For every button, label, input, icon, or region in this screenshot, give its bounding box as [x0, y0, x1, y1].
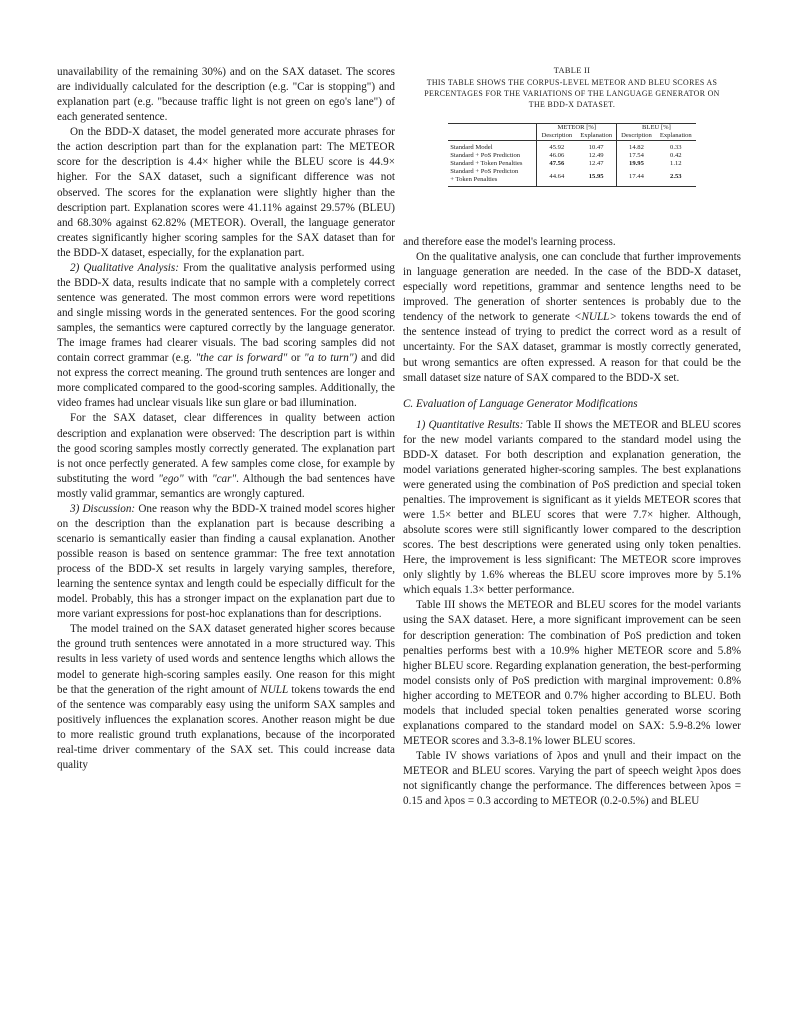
row-label: Standard Model — [448, 141, 537, 153]
cell-best: 19.95 — [629, 160, 644, 168]
cell: 1.12 — [670, 160, 682, 168]
cell: 17.44 — [617, 168, 656, 187]
text-run: with — [183, 472, 212, 485]
header-description: Description — [537, 132, 576, 141]
section-heading: C. Evaluation of Language Generator Modifications — [403, 397, 638, 410]
row-label: Standard + Token Penalties — [448, 160, 537, 168]
row-label-line: Standard + PoS Predicton — [450, 168, 519, 176]
paragraph — [57, 261, 395, 412]
cell-best: 47.56 — [549, 160, 565, 168]
quote: "car" — [211, 472, 237, 485]
paragraph: Table III shows the METEOR and BLEU scores for the model variants using the SAX dataset. Here, a more significant improvement can be seen for description generation: The combination of PoS prediction and token penalties performs best with a 10.9% higher METEOR score and 5.8% higher BLEU score. Regarding explanation generation, the best-performing model consists only of PoS prediction with marginal improvement: 0.8% higher according to METEOR and 0.7% higher according to BLEU. Both models that included special token penalties generated worse scoring explanations compared to the standard model on SAX: 5.9-8.2% lower METEOR scores and 3.3-8.1% lower BLEU scores. — [403, 599, 741, 747]
table-caption: THIS TABLE SHOWS THE CORPUS-LEVEL METEOR AND BLEU SCORES AS PERCENTAGES FOR THE VARIATIONS OF THE LANGUAGE GENERATOR ON THE BDD-X DATASET. — [424, 78, 720, 109]
cell: 14.82 — [629, 144, 644, 152]
cell: 17.54 — [629, 152, 644, 160]
quote: "ego" — [158, 472, 184, 485]
cell: 44.64 — [537, 168, 576, 187]
header-bleu: BLEU [%] — [617, 124, 696, 133]
table-ii — [403, 65, 741, 187]
null-token: <NULL> — [573, 311, 617, 324]
header-explanation: Explanation — [576, 132, 616, 141]
header-description: Description — [617, 132, 656, 141]
cell-best: 2.53 — [656, 168, 696, 187]
cell: 10.47 — [576, 141, 616, 153]
table-row — [448, 160, 695, 168]
text-run: tokens towards the end of the sentence was comparably easy using the uniform SAX samples and positively influences the explanation scores. Another reason might be due to more realistic ground truth explanations, because of the incorporated real-time driver commentary of the SAX set. This could increase data quality — [57, 683, 395, 771]
null-token: NULL — [260, 683, 289, 696]
text-run: The model trained on the SAX dataset generated higher scores because the ground truth sentences were annotated in a more structured way. This results in less variety of used words and sentence lengths which allows the model to generate high-scoring samples easily. One reason for this might be that the generation of the right amount of — [57, 623, 395, 696]
paragraph — [57, 622, 395, 773]
text-run: or — [287, 352, 304, 365]
paragraph: On the BDD-X dataset, the model generated more accurate phrases for the action description part than for the explanation part: The METEOR score for the description is 4.4× higher while the BLEU score is 44.9× higher. For the SAX dataset, such a significant difference was not observed. The scores for the explanation were slightly higher than the description part. Explanation scores were 41.11% against 29.57% (BLEU) and 68.30% against 62.82% (METEOR). Overall, the language generator creates significantly higher scoring samples for the SAX dataset than for the BDD-X dataset, especially, for the explanation part. — [57, 126, 395, 259]
quote: "the car is forward" — [195, 352, 288, 365]
table-row — [448, 168, 695, 187]
paragraph — [403, 418, 741, 599]
right-column — [403, 235, 741, 809]
row-label — [448, 168, 537, 187]
cell: 0.42 — [670, 152, 682, 160]
paragraph — [403, 250, 741, 386]
header-meteor: METEOR [%] — [537, 124, 617, 133]
left-column — [57, 65, 395, 773]
cell-best: 15.95 — [576, 168, 616, 187]
paragraph — [57, 502, 395, 623]
text-run: . Although the bad sentences have mostly valid grammar, semantics are wrongly captured. — [57, 472, 395, 500]
table-title: TABLE II — [553, 66, 591, 75]
text-run: tokens towards the end of the sentence instead of trying to predict the correct word as a result of uncertainty. For the SAX dataset, grammar is mostly correctly generated, but wrong semantics are often expressed. A reason for that could be the small dataset size nature of SAX compared to the BDD-X set. — [403, 311, 741, 384]
paragraph — [57, 411, 395, 501]
text-run: For the SAX dataset, clear differences in quality between action description and explanation were observed: The description part is within the good scoring samples mostly correctly generated. The explanation part is not once perfectly generated. A few samples come close, for example by substituting the word — [57, 412, 395, 485]
subsection-heading: 2) Qualitative Analysis: — [70, 261, 179, 274]
subsection-heading: 1) Quantitative Results: — [416, 418, 524, 431]
text-run: On the qualitative analysis, one can conclude that further improvements in language generation are needed. In the case of the BDD-X dataset, especially word repetitions, grammar and sentence lengths need to be improved. The generation of shorter sentences is probably due to the tendency of the network to generate — [403, 251, 741, 324]
paragraph: unavailability of the remaining 30%) and on the SAX dataset. The scores are individually calculated for the description (e.g. "Car is stopping") and explanation part (e.g. "because traffic light is not green on ego's lane") of each generated sentence. — [57, 66, 395, 124]
table-row — [448, 152, 695, 160]
results-table — [448, 123, 695, 187]
cell: 12.49 — [576, 152, 616, 160]
quote: "a to turn") — [304, 352, 358, 365]
text-run: One reason why the BDD-X trained model scores higher on the description than the explanation part is because describing a scenario is semantically easier than finding a causal explanation. Another possible reason is based on sentence grammar: The free text annotation process of the BDD-X set results in largely varying samples, therefore, learning the sentence syntax and length could be especially difficult for the model. Probably, this has a stronger impact on the explanation part due to more variant expressions for post-hoc explanations than for descriptions. — [57, 502, 395, 621]
table-row — [448, 141, 695, 153]
paragraph: Table IV shows variations of λpos and γnull and their impact on the METEOR and BLEU scores. Varying the part of speech weight λpos does not significantly change the performance. The differences between λpos = 0.15 and λpos = 0.3 according to METEOR (0.2-0.5%) and BLEU — [403, 750, 741, 808]
row-label: Standard + PoS Prediction — [448, 152, 537, 160]
header-blank — [448, 124, 537, 133]
cell: 12.47 — [576, 160, 616, 168]
cell: 46.06 — [549, 152, 565, 160]
text-run: and did not express the correct meaning. The ground truth sentences are longer and more complicated compared to the good-scoring samples. Additionally, the video frames had unclear visuals like sun glare or bad illumination. — [57, 352, 395, 410]
cell: 45.92 — [549, 144, 565, 152]
text-run: Table II shows the METEOR and BLEU scores for the new model variants compared to the standard model using the BDD-X dataset. For both description and explanation generation, the model variations generated higher-scoring samples. The best explanations were generated using the combination of PoS prediction and special token penalties. The improvement is significant as it yields METEOR scores that were 1.5× better and BLEU scores that were 7.7× higher. Although, absolute scores were still significantly lower compared to the description scores. The best descriptions were generated using only token penalties. Here, the improvement is less significant: The METEOR score improves only slightly by 1.6% whereas the BLEU score improves more by 5.1% which equals 1.3× better performance. — [403, 418, 742, 597]
cell: 0.33 — [670, 144, 682, 152]
row-label-line: + Token Penalties — [450, 176, 498, 184]
header-explanation: Explanation — [656, 132, 696, 141]
subsection-heading: 3) Discussion: — [70, 502, 136, 515]
text-run: From the qualitative analysis performed using the BDD-X data, results indicate that no sample with a completely correct sentence was generated. The most common errors were word repetitions and single missing words in the generated sentences. For the good scoring samples, the semantics were captured correctly by the language generator. The image frames had clearer visuals. The bad scoring samples did not contain correct grammar (e.g. — [57, 261, 395, 365]
paragraph: and therefore ease the model's learning process. — [403, 236, 616, 248]
